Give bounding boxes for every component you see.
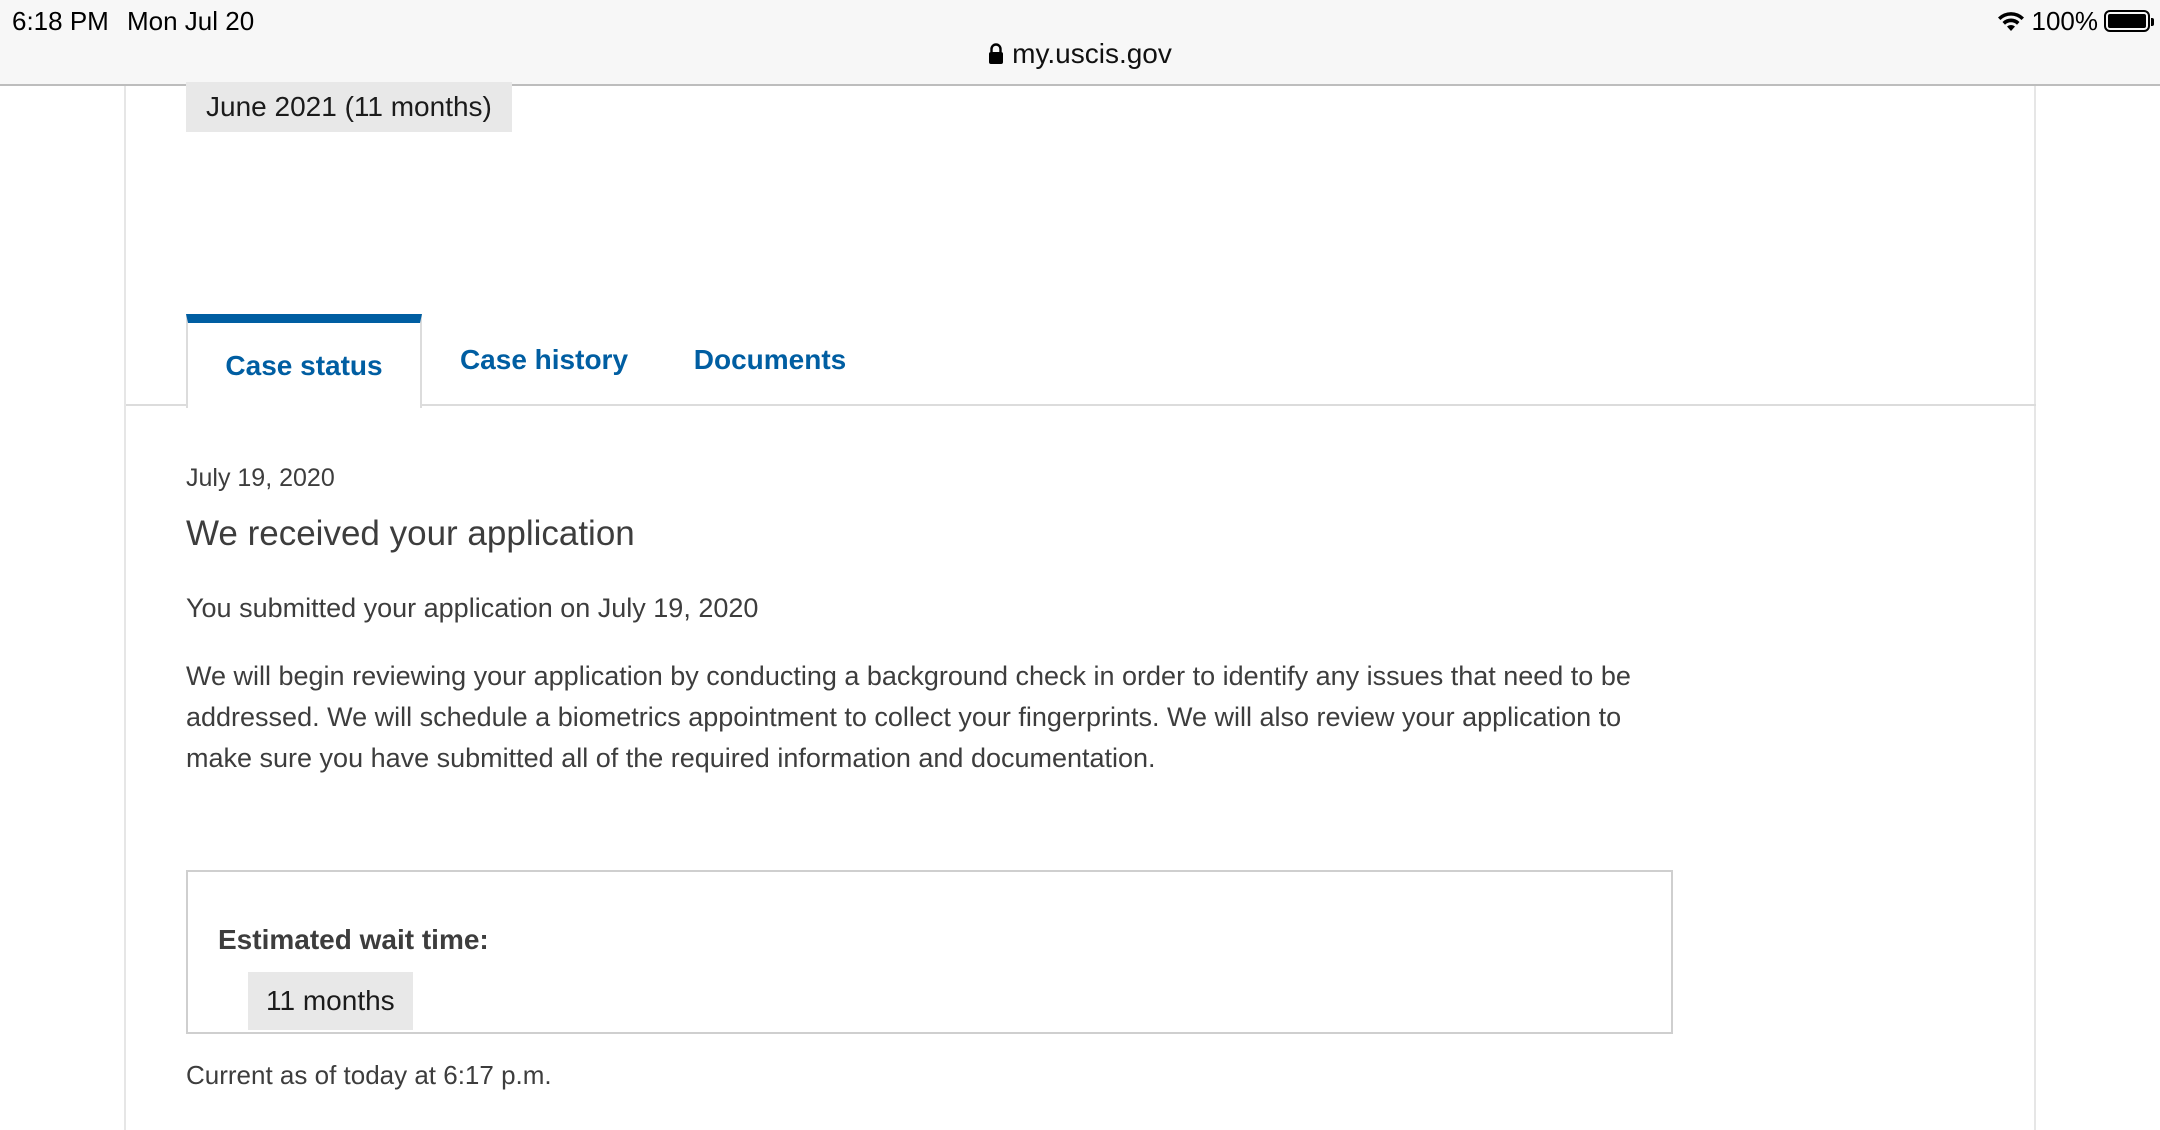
- wait-time-box: [186, 870, 1673, 1034]
- status-description: We will begin reviewing your application by conducting a background check in order to identify any issues that need to be addressed. We will schedule a biometrics appointment to collect your fingerprints. We will also review your application to make sure you have submitted all of the required information and documentation.: [186, 661, 1631, 773]
- status-time: 6:18 PM: [12, 6, 109, 36]
- battery-icon: [2104, 10, 2150, 32]
- address-bar[interactable]: [0, 38, 2160, 70]
- case-tabs: [126, 314, 2036, 406]
- battery-percent: 100%: [2031, 5, 2098, 36]
- tab-case-status[interactable]: Case status: [186, 314, 422, 408]
- current-as-of: Current as of today at 6:17 p.m.: [186, 1060, 552, 1090]
- status-date: Mon Jul 20: [127, 6, 255, 36]
- case-card: [124, 86, 2036, 1130]
- battery-fill: [2108, 14, 2146, 28]
- tab-case-history[interactable]: Case history: [459, 344, 629, 375]
- status-right: [1996, 4, 2151, 38]
- wait-time-label: Estimated wait time:: [218, 924, 489, 955]
- status-bar: [0, 0, 2160, 86]
- address-url[interactable]: my.uscis.gov: [1012, 38, 1172, 69]
- status-date-label: July 19, 2020: [186, 464, 335, 492]
- tab-documents[interactable]: Documents: [693, 344, 847, 375]
- estimated-completion-chip: June 2021 (11 months): [186, 82, 512, 132]
- battery-tip: [2151, 18, 2154, 26]
- submitted-text: You submitted your application on July 19, 2020: [186, 593, 759, 623]
- wifi-icon: [1996, 9, 2026, 33]
- wait-time-value: 11 months: [248, 972, 413, 1030]
- status-heading: We received your application: [186, 514, 635, 553]
- lock-icon: [988, 42, 1004, 66]
